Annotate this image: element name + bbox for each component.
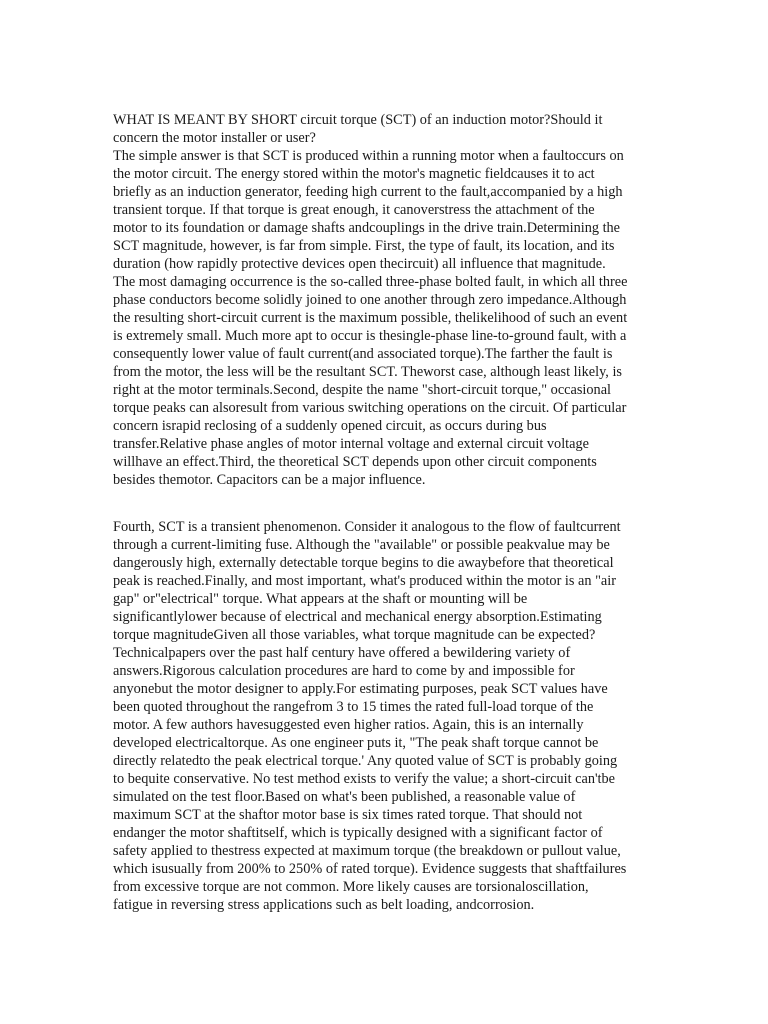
text-line: besides themotor. Capacitors can be a major influence. xyxy=(113,472,426,488)
text-line: significantlylower because of electrical and mechanical energy absorption.Estimating xyxy=(113,609,602,625)
text-line: directly relatedto the peak electrical torque.' Any quoted value of SCT is probably going xyxy=(113,753,618,769)
text-line: consequently lower value of fault current(and associated torque).The farther the fault is xyxy=(113,346,613,362)
text-line: endanger the motor shaftitself, which is typically designed with a significant factor of xyxy=(113,825,603,841)
text-line: simulated on the test floor.Based on what's been published, a reasonable value of xyxy=(113,789,576,805)
text-line: the motor circuit. The energy stored within the motor's magnetic fieldcauses it to act xyxy=(113,166,595,182)
text-line: Fourth, SCT is a transient phenomenon. Consider it analogous to the flow of faultcurrent xyxy=(113,519,621,535)
text-line: right at the motor terminals.Second, despite the name "short-circuit torque," occasional xyxy=(113,382,612,398)
text-line: which isusually from 200% to 250% of rated torque). Evidence suggests that shaftfailures xyxy=(113,861,627,877)
text-line: motor to its foundation or damage shafts andcouplings in the drive train.Determining the xyxy=(113,220,621,236)
text-line: anyonebut the motor designer to apply.For estimating purposes, peak SCT values have xyxy=(113,681,608,697)
text-line: answers.Rigorous calculation procedures are hard to come by and impossible for xyxy=(113,663,575,679)
text-line: concern israpid reclosing of a suddenly opened circuit, as occurs during bus xyxy=(113,418,547,434)
text-line: transfer.Relative phase angles of motor internal voltage and external circuit voltage xyxy=(113,436,589,452)
text-line: willhave an effect.Third, the theoretical SCT depends upon other circuit components xyxy=(113,454,597,470)
text-line: to bequite conservative. No test method exists to verify the value; a short-circuit can'tbe xyxy=(113,771,616,787)
text-line: safety applied to thestress expected at maximum torque (the breakdown or pullout value, xyxy=(113,843,621,859)
text-line: peak is reached.Finally, and most important, what's produced within the motor is an "air xyxy=(113,573,616,589)
text-line: been quoted throughout the rangefrom 3 to 15 times the rated full-load torque of the xyxy=(113,699,594,715)
text-line: developed electricaltorque. As one engineer puts it, "The peak shaft torque cannot be xyxy=(113,735,599,751)
text-line: through a current-limiting fuse. Although the "available" or possible peakvalue may be xyxy=(113,537,610,553)
text-line: concern the motor installer or user? xyxy=(113,130,316,146)
text-line: maximum SCT at the shaftor motor base is six times rated torque. That should not xyxy=(113,807,583,823)
paragraph-1 xyxy=(113,111,661,489)
text-line: Technicalpapers over the past half century have offered a bewildering variety of xyxy=(113,645,571,661)
text-line: WHAT IS MEANT BY SHORT circuit torque (SCT) of an induction motor?Should it xyxy=(113,112,603,128)
text-line: is extremely small. Much more apt to occur is thesingle-phase line-to-ground fault, with a xyxy=(113,328,627,344)
text-line: dangerously high, externally detectable torque begins to die awaybefore that theoretical xyxy=(113,555,614,571)
text-line: duration (how rapidly protective devices open thecircuit) all influence that magnitude. xyxy=(113,256,606,272)
text-line: motor. A few authors havesuggested even higher ratios. Again, this is an internally xyxy=(113,717,584,733)
text-line: The simple answer is that SCT is produced within a running motor when a faultoccurs on xyxy=(113,148,624,164)
text-line: the resulting short-circuit current is the maximum possible, thelikelihood of such an event xyxy=(113,310,628,326)
text-line: gap" or"electrical" torque. What appears at the shaft or mounting will be xyxy=(113,591,528,607)
text-line: torque peaks can alsoresult from various switching operations on the circuit. Of particular xyxy=(113,400,627,416)
text-line: SCT magnitude, however, is far from simple. First, the type of fault, its location, and its xyxy=(113,238,615,254)
paragraph-2 xyxy=(113,518,661,914)
text-line: torque magnitudeGiven all those variables, what torque magnitude can be expected? xyxy=(113,627,596,643)
text-line: The most damaging occurrence is the so-called three-phase bolted fault, in which all three xyxy=(113,274,628,290)
text-line: from excessive torque are not common. More likely causes are torsionaloscillation, xyxy=(113,879,589,895)
text-line: transient torque. If that torque is great enough, it canoverstress the attachment of the xyxy=(113,202,595,218)
text-line: fatigue in reversing stress applications such as belt loading, andcorrosion. xyxy=(113,897,535,913)
text-line: phase conductors become solidly joined to one another through zero impedance.Although xyxy=(113,292,627,308)
text-line: from the motor, the less will be the resultant SCT. Theworst case, although least likely, is xyxy=(113,364,622,380)
text-line: briefly as an induction generator, feeding high current to the fault,accompanied by a high xyxy=(113,184,623,200)
